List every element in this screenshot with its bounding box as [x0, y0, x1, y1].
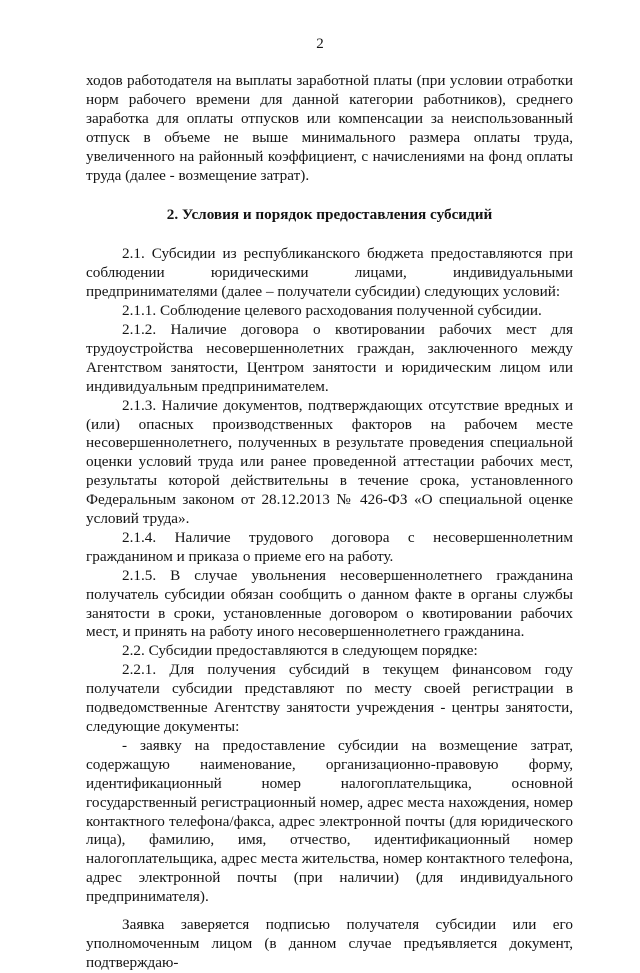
section-heading: 2. Условия и порядок предоставления субсидий	[166, 206, 493, 224]
paragraph-intro: ходов работодателя на выплаты заработной платы (при условии отработки норм рабочего времени для данной категории работников), среднего заработка для оплаты отпусков или компенсации за неиспользованный отпуск в объеме не выше минимального размера оплаты труда, увеличенного на районный коэффициент, с начислениями на фонд оплаты труда (далее - возмещение затрат).	[86, 72, 573, 184]
paragraph-application-signature: Заявка заверяется подписью получателя субсидии или его уполномоченным лицом (в данном случае предъявляется документ, подтверждаю-	[86, 916, 573, 971]
page-number: 2	[316, 36, 324, 52]
paragraph-2-1-5: 2.1.5. В случае увольнения несовершеннолетнего гражданина получатель субсидии обязан сообщить о данном факте в органы службы занятости в сроки, установленные договором о квотировании рабочих мест, и принять на работу иного несовершеннолетнего гражданина.	[86, 566, 573, 641]
document-body	[86, 72, 573, 973]
paragraph-2-1-4: 2.1.4. Наличие трудового договора с несовершеннолетним гражданином и приказа о приеме его на работу.	[86, 528, 573, 565]
paragraph-2-2-1: 2.2.1. Для получения субсидий в текущем финансовом году получатели субсидии представляют по месту своей регистрации в подведомственные Агентству занятости учреждения - центры занятости, следующие документы:	[86, 661, 573, 735]
paragraph-2-1-1: 2.1.1. Соблюдение целевого расходования полученной субсидии.	[122, 302, 542, 320]
paragraph-2-1: 2.1. Субсидии из республиканского бюджета предоставляются при соблюдении юридическими лицами, индивидуальными предпринимателями (далее – получатели субсидии) следующих условий:	[86, 245, 573, 301]
paragraph-2-2: 2.2. Субсидии предоставляются в следующем порядке:	[122, 642, 478, 660]
paragraph-application-list-item: - заявку на предоставление субсидии на возмещение затрат, содержащую наименование, организационно-правовую форму, идентификационный номер налогоплательщика, основной государственный регистрационный номер, адрес места нахождения, номер контактного телефона/факса, адрес электронной почты (для юридического лица), фамилию, имя, отчество, идентификационный номер налогоплательщика, адрес места жительства, номер контактного телефона, адрес электронной почты (при наличии) (для индивидуального предпринимателя).	[86, 736, 573, 906]
paragraph-2-1-2: 2.1.2. Наличие договора о квотировании рабочих мест для трудоустройства несовершеннолетних граждан, заключенного между Агентством занятости, Центром занятости и юридическим лицом или индивидуальным предпринимателем.	[86, 320, 573, 395]
paragraph-2-1-3: 2.1.3. Наличие документов, подтверждающих отсутствие вредных и (или) опасных производственных факторов на рабочем месте несовершеннолетнего, полученных в результате проведения специальной оценки условий труда или ранее проведенной аттестации рабочих мест, результаты которой действительны в течение срока, установленного Федеральным законом от 28.12.2013 № 426-ФЗ «О специальной оценке условий труда».	[86, 396, 573, 528]
